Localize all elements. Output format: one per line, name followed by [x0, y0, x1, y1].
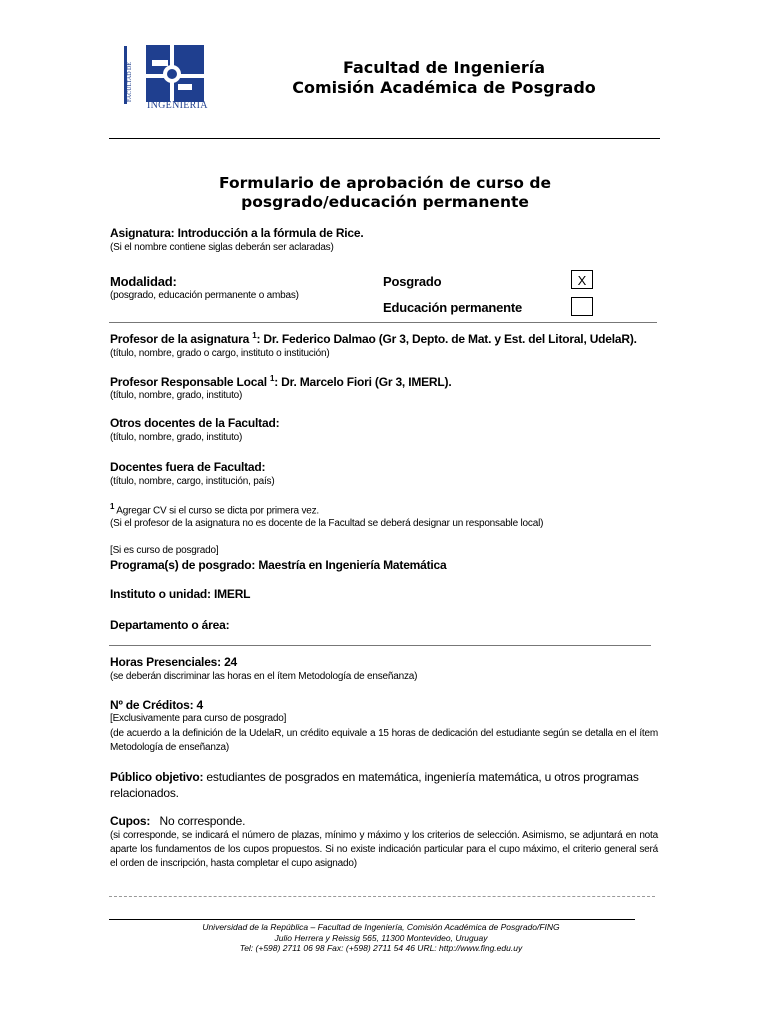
horas-label: Horas Presenciales: 24	[110, 655, 238, 669]
publico-label: Público objetivo:	[110, 770, 204, 784]
header-divider	[109, 138, 660, 139]
creditos-label: Nº de Créditos: 4	[110, 698, 203, 712]
posgrado-checkbox[interactable]: X	[571, 270, 593, 289]
departamento-label: Departamento o área:	[110, 618, 230, 632]
form-title-line1: Formulario de aprobación de curso de	[219, 174, 551, 192]
profesor-line	[110, 331, 637, 346]
footer-line2: Julio Herrera y Reissig 565, 11300 Montevideo, Uruguay	[274, 933, 488, 943]
creditos-note2: (de acuerdo a la definición de la UdelaR, un crédito equivale a 15 horas de dedicación del estudiante según se detalla en el ítem Metodología de enseñanza)	[110, 728, 658, 753]
modalidad-option-posgrado: Posgrado	[383, 274, 442, 289]
profesor-value: : Dr. Federico Dalmao (Gr 3, Depto. de Mat. y Est. del Litoral, UdelaR).	[256, 332, 637, 346]
footnote-text: Agregar CV si el curso se dicta por primera vez.	[114, 505, 319, 517]
commission-title: Comisión Académica de Posgrado	[292, 78, 596, 97]
modalidad-divider	[109, 322, 657, 323]
departamento-divider	[109, 645, 651, 646]
profesor-local-line	[110, 374, 451, 389]
modalidad-note: (posgrado, educación permanente o ambas)	[110, 290, 299, 301]
footnote-mark: 1	[110, 502, 115, 511]
footnote-line1	[110, 502, 319, 516]
profesor-local-note: (título, nombre, grado, instituto)	[110, 390, 243, 401]
creditos-note1: [Exclusivamente para curso de posgrado]	[110, 713, 287, 724]
asignatura-label: Asignatura: Introducción a la fórmula de Rice.	[110, 226, 364, 240]
profesor-local-label: Profesor Responsable Local	[110, 375, 270, 389]
footer-line3: Tel: (+598) 2711 06 98 Fax: (+598) 2711 54 46 URL: http://www.fing.edu.uy	[239, 943, 523, 953]
publico-value: estudiantes de posgrados en matemática, ingeniería matemática, u otros programas relacionados.	[110, 770, 639, 800]
profesor-label: Profesor de la asignatura	[110, 332, 253, 346]
profesor-local-value: : Dr. Marcelo Fiori (Gr 3, IMERL).	[274, 375, 452, 389]
otros-docentes-note: (título, nombre, grado, instituto)	[110, 432, 243, 443]
footer-line1: Universidad de la República – Facultad de Ingeniería, Comisión Académica de Posgrado/FING	[202, 922, 560, 932]
programa-note: [Si es curso de posgrado]	[110, 545, 219, 556]
profesor-local-footnote-mark: 1	[269, 374, 275, 383]
docentes-fuera-label: Docentes fuera de Facultad:	[110, 460, 266, 474]
programa-label: Programa(s) de posgrado: Maestría en Ingeniería Matemática	[110, 558, 447, 572]
docentes-fuera-note: (título, nombre, cargo, institución, país)	[110, 476, 275, 487]
otros-docentes-label: Otros docentes de la Facultad:	[110, 416, 280, 430]
logo-text: INGENIERIA	[147, 100, 208, 111]
faculty-logo	[122, 42, 212, 112]
asignatura-note: (Si el nombre contiene siglas deberán ser aclaradas)	[110, 242, 334, 253]
cupos-block	[110, 814, 245, 828]
form-title-line2: posgrado/educación permanente	[241, 193, 529, 211]
educacion-checkbox[interactable]	[571, 297, 593, 316]
cupos-label: Cupos:	[110, 814, 151, 828]
cupos-value: No corresponde.	[159, 814, 246, 828]
modalidad-label: Modalidad:	[110, 274, 177, 289]
horas-note: (se deberán discriminar las horas en el ítem Metodología de enseñanza)	[110, 671, 418, 682]
cupos-note: (si corresponde, se indicará el número de plazas, mínimo y máximo y los criterios de selección. Asimismo, se adjuntará en nota aparte los fundamentos de los cupos propuestos. Si no existe indicación particular para el cupo máximo, el criterio general será el orden de inscripción, hasta completar el cupo asignado)	[110, 830, 658, 869]
publico-block	[110, 769, 650, 801]
footnote-line2: (Si el profesor de la asignatura no es docente de la Facultad se deberá designar un responsable local)	[110, 518, 544, 529]
faculty-title: Facultad de Ingeniería	[342, 58, 546, 77]
instituto-label: Instituto o unidad: IMERL	[110, 587, 251, 601]
footer-divider	[109, 919, 635, 920]
profesor-note: (título, nombre, grado o cargo, instituto o institución)	[110, 348, 330, 359]
profesor-footnote-mark: 1	[252, 331, 257, 340]
modalidad-option-educacion: Educación permanente	[383, 300, 523, 315]
cupos-divider	[109, 896, 655, 897]
svg-text:FACULTAD DE: FACULTAD DE	[127, 61, 133, 102]
